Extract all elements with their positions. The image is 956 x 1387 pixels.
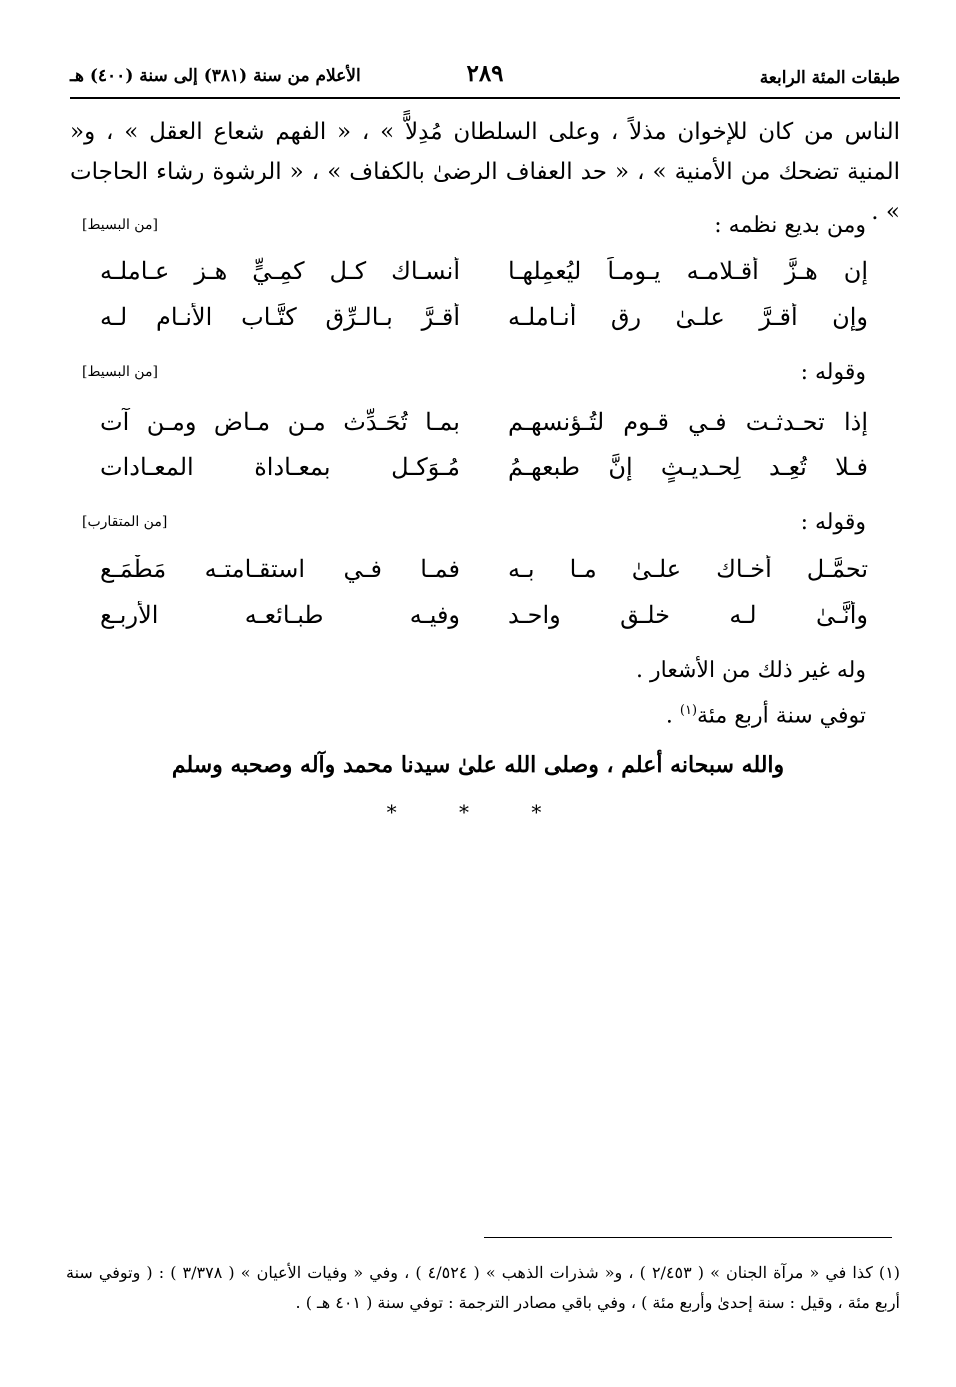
page-number: ٢٨٩	[466, 60, 504, 87]
poem1-line2-first-hemistich: وإن أقـرَّ علـىٰ رق أنـاملـه	[508, 303, 868, 331]
poem3-line2-second-hemistich: وفيـه طبـائعـه الأربـع	[100, 601, 460, 629]
header-section-title: الأعلام من سنة (٣٨١) إلى سنة (٤٠٠) هـ	[70, 66, 361, 86]
poem1-line1-first-hemistich: إن هـزَّ أقـلامـه يـومـاً ليُعمِلهـا	[508, 257, 868, 285]
poem3-line1-second-hemistich: فمـا فـي استقـامتـه مَطْمَـع	[100, 555, 460, 583]
closing-prayer: والله سبحانه أعلم ، وصلى الله علىٰ سيدنا محمد وآله وصحبه وسلم	[171, 752, 785, 778]
death-text-end: .	[665, 703, 680, 729]
running-header	[70, 60, 900, 94]
poem3-line2-first-hemistich: وأنَّـىٰ لـه خلـق واحـد	[508, 601, 868, 629]
header-book-title: طبقات المئة الرابعة	[759, 68, 900, 88]
poem1-line1-second-hemistich: أنسـاك كـل كمِـيٍّ هـز عـاملـه	[100, 257, 460, 285]
section-end-stars: * * *	[386, 800, 570, 824]
death-note	[666, 703, 866, 728]
poem1-meter: [من البسيط]	[82, 217, 158, 233]
poem2-line2-first-hemistich: فـلا تُعِـد لِحـديـثٍ إنَّ طبعهـمُ	[508, 453, 868, 481]
poem2-line2-second-hemistich: مُـوَكـل بمعـاداة المعـادات	[100, 453, 460, 481]
poem2-line1-second-hemistich: بمـا تُحَـدِّث مـن مـاض ومـن آت	[100, 408, 460, 436]
poem3-meter: [من المتقارب]	[82, 514, 168, 530]
footnote-reference[interactable]: (١)	[679, 703, 698, 718]
footnote-rule	[484, 1237, 892, 1238]
poem2-line1-first-hemistich: إذا تحـدثـت فـي قـوم لتُـؤنسهـم	[508, 408, 868, 436]
poem1-line2-second-hemistich: أقـرَّ بـالـرِّق كتَّـاب الأنـام لـه	[100, 303, 460, 331]
poem3-intro: وقوله :	[800, 510, 866, 535]
opening-paragraph: الناس من كان للإخوان مذلاً ، وعلى السلطان مُدِلاًّ » ، « الفهم شعاع العقل » ، و« المنية تضحك من الأمنية » ، « حد العفاف الرضىٰ بالكفاف » ، « الرشوة رشاء الحاجات » .	[70, 119, 900, 225]
death-text: توفي سنة أربع مئة	[697, 703, 866, 729]
other-poems-note: وله غير ذلك من الأشعار .	[636, 658, 866, 683]
poem2-meter: [من البسيط]	[82, 364, 158, 380]
header-rule	[70, 97, 900, 99]
poem2-intro: وقوله :	[800, 360, 866, 385]
poem3-line1-first-hemistich: تحمَّـل أخـاك علـىٰ مـا بـه	[508, 555, 868, 583]
poem1-intro: ومن بديع نظمه :	[714, 213, 866, 238]
footnote: (١) كذا في « مرآة الجنان » ( ٢/٤٥٣ ) ، و« شذرات الذهب » ( ٤/٥٢٤ ) ، وفي « وفيات الأعيان » ( ٣/٣٧٨ ) : ( وتوفي سنة أربع مئة ، وقيل : سنة إحدىٰ وأربع مئة ) ، وفي باقي مصادر الترجمة : توفي سنة ( ٤٠١ هـ ) .	[66, 1263, 901, 1312]
